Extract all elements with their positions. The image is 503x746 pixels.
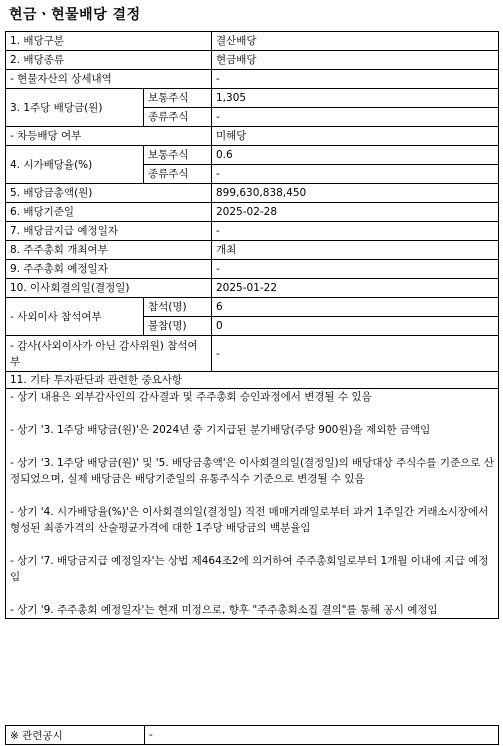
row-label: 3. 1주당 배당금(원) [6,89,144,127]
row-board-resolution-date [6,279,499,298]
row-value: 미해당 [212,127,499,146]
related-disclosure-table [5,725,499,745]
row-value: 2025-01-22 [212,279,499,298]
row-label: - 차등배당 여부 [6,127,212,146]
dividend-table [5,31,499,619]
sub-label: 종류주식 [144,165,212,184]
notes-cell [6,389,499,619]
row-value: - [212,70,499,89]
row-label: - 감사(사외이사가 아닌 감사위원) 참석여부 [6,336,212,372]
row-record-date [6,203,499,222]
sub-label: 종류주식 [144,108,212,127]
row-value: 0.6 [212,146,499,165]
row-label: 7. 배당금지급 예정일자 [6,222,212,241]
row-value: 현금배당 [212,51,499,70]
row-value: - [212,336,499,372]
row-label: 9. 주주총회 예정일자 [6,260,212,279]
sub-label: 보통주식 [144,89,212,108]
row-related-disclosure [6,726,499,745]
row-differential-dividend [6,127,499,146]
related-disclosure-value: - [145,726,499,745]
row-agm-held [6,241,499,260]
row-value: 개최 [212,241,499,260]
note-item: - 상기 '3. 1주당 배당금(원)'은 2024년 중 기지급된 분기배당(주당 900원)을 제외한 금액임 [10,424,431,436]
row-value: 1,305 [212,89,499,108]
row-label: 8. 주주총회 개최여부 [6,241,212,260]
row-value: - [212,165,499,184]
row-dividend-kind [6,51,499,70]
row-label: 6. 배당기준일 [6,203,212,222]
note-item: - 상기 내용은 외부감사인의 감사결과 및 주주총회 승인과정에서 변경될 수 있음 [10,391,372,403]
row-dps-common [6,89,499,108]
page-title: 현금ㆍ현물배당 결정 [9,7,141,23]
row-total-dividend [6,184,499,203]
row-value: 2025-02-28 [212,203,499,222]
row-outside-directors-present [6,298,499,317]
sub-label: 불참(명) [144,317,212,336]
sub-label: 참석(명) [144,298,212,317]
note-item: - 상기 '9. 주주총회 예정일자'는 현재 미정으로, 향후 "주주총회소집 결의"를 통해 공시 예정임 [10,604,438,616]
related-disclosure-label: ※ 관련공시 [6,726,145,745]
row-label: 2. 배당종류 [6,51,212,70]
row-value: - [212,260,499,279]
row-label: 11. 기타 투자판단과 관련한 중요사항 [6,372,499,389]
row-label: 4. 시가배당율(%) [6,146,144,184]
row-label: 5. 배당금총액(원) [6,184,212,203]
note-item: - 상기 '4. 시가배당율(%)'은 이사회결의일(결정일) 직전 매매거래일로부터 과거 1주일간 거래소시장에서 형성된 최종가격의 산술평균가격에 대한 1주당 배당금의 백분율임 [10,506,489,534]
row-other-matters-header [6,372,499,389]
row-value: - [212,108,499,127]
row-value: 0 [212,317,499,336]
row-label: - 사외이사 참석여부 [6,298,144,336]
row-label: - 현물자산의 상세내역 [6,70,212,89]
note-item: - 상기 '3. 1주당 배당금(원)' 및 '5. 배당금총액'은 이사회결의일(결정일)의 배당대상 주식수를 기준으로 산정되었으며, 실제 배당금은 배당기준일의 유통주식수 기준으로 변경될 수 있음 [10,457,494,485]
row-other-matters-notes [6,389,499,619]
row-value: 결산배당 [212,32,499,51]
row-payment-date [6,222,499,241]
row-value: - [212,222,499,241]
row-dividend-type [6,32,499,51]
row-in-kind-details [6,70,499,89]
row-label: 1. 배당구분 [6,32,212,51]
sub-label: 보통주식 [144,146,212,165]
note-item: - 상기 '7. 배당금지급 예정일자'는 상법 제464조2에 의거하여 주주총회일로부터 1개월 이내에 지급 예정임 [10,555,489,583]
row-value: 899,630,838,450 [212,184,499,203]
row-auditor-attendance [6,336,499,372]
row-value: 6 [212,298,499,317]
row-yield-common [6,146,499,165]
row-agm-date [6,260,499,279]
row-label: 10. 이사회결의일(결정일) [6,279,212,298]
